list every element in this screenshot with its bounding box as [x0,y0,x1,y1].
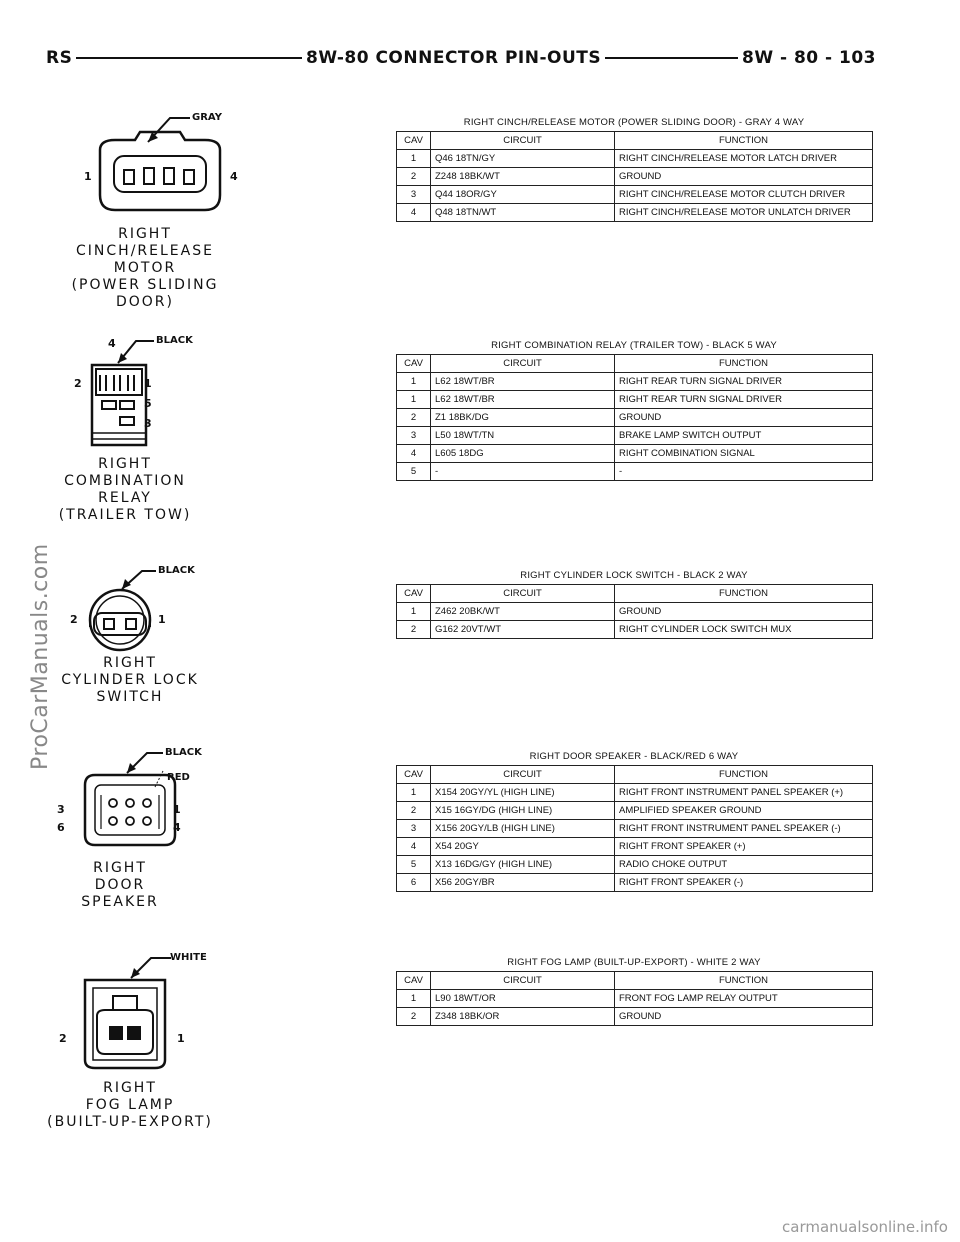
table-row [397,463,873,481]
circuit-cell: X54 20GY [431,838,615,856]
cav-cell: 3 [397,186,431,204]
circuit-cell: Z462 20BK/WT [431,603,615,621]
function-cell: RIGHT FRONT INSTRUMENT PANEL SPEAKER (+) [615,784,873,802]
table-row [397,856,873,874]
pin-number-label: 1 [144,377,152,390]
cav-cell: 2 [397,168,431,186]
header-title: 8W-80 CONNECTOR PIN-OUTS [302,44,605,72]
connector-name-label: RIGHT DOOR SPEAKER [81,860,159,910]
table-row [397,445,873,463]
pin-number-label: 1 [173,803,181,816]
function-cell: RIGHT CYLINDER LOCK SWITCH MUX [615,621,873,639]
cav-cell: 2 [397,409,431,427]
table-caption: RIGHT DOOR SPEAKER - BLACK/RED 6 WAY [529,751,739,762]
circuit-cell: G162 20VT/WT [431,621,615,639]
column-header-cav: CAV [397,585,431,603]
circuit-cell: L605 18DG [431,445,615,463]
column-header-function: FUNCTION [615,585,873,603]
connector-color-tag: BLACK [165,747,202,758]
cav-cell: 5 [397,463,431,481]
function-cell: GROUND [615,409,873,427]
pin-number-label: 4 [108,337,116,350]
pin-number-label: 2 [59,1032,67,1045]
table-row [397,427,873,445]
column-header-cav: CAV [397,132,431,150]
cav-cell: 3 [397,427,431,445]
circuit-cell: Q48 18TN/WT [431,204,615,222]
table-caption: RIGHT CYLINDER LOCK SWITCH - BLACK 2 WAY [520,570,748,581]
cav-cell: 2 [397,802,431,820]
pin-number-label: 4 [230,170,238,183]
column-header-function: FUNCTION [615,766,873,784]
pin-number-label: 4 [173,821,181,834]
table-row [397,391,873,409]
table-caption: RIGHT FOG LAMP (BUILT-UP-EXPORT) - WHITE 2 WAY [507,957,761,968]
circuit-cell: X15 16GY/DG (HIGH LINE) [431,802,615,820]
cav-cell: 2 [397,1008,431,1026]
circuit-cell: Q46 18TN/GY [431,150,615,168]
circuit-cell: L62 18WT/BR [431,391,615,409]
circuit-cell: L90 18WT/OR [431,990,615,1008]
table-row [397,204,873,222]
function-cell: RIGHT CINCH/RELEASE MOTOR LATCH DRIVER [615,150,873,168]
connector-color-tag: BLACK [158,565,195,576]
table-row [397,820,873,838]
column-header-function: FUNCTION [615,972,873,990]
connector-color-tag: WHITE [170,952,207,963]
function-cell: RIGHT FRONT SPEAKER (-) [615,874,873,892]
column-header-circuit: CIRCUIT [431,972,615,990]
column-header-cav: CAV [397,355,431,373]
table-row [397,784,873,802]
table-caption: RIGHT COMBINATION RELAY (TRAILER TOW) - BLACK 5 WAY [491,340,777,351]
circuit-cell: X154 20GY/YL (HIGH LINE) [431,784,615,802]
connector-name-label: RIGHT COMBINATION RELAY (TRAILER TOW) [58,456,192,523]
cav-cell: 5 [397,856,431,874]
circuit-cell: Z348 18BK/OR [431,1008,615,1026]
pin-number-label: 2 [74,377,82,390]
table-header-row [397,972,873,990]
table-row [397,150,873,168]
circuit-cell: Z248 18BK/WT [431,168,615,186]
page-header [46,44,876,72]
table-row [397,621,873,639]
circuit-cell: X13 16DG/GY (HIGH LINE) [431,856,615,874]
pin-number-label: 1 [84,170,92,183]
pinout-table [396,131,873,222]
table-row [397,990,873,1008]
column-header-circuit: CIRCUIT [431,585,615,603]
table-header-row [397,355,873,373]
cav-cell: 6 [397,874,431,892]
header-page-number: 8W - 80 - 103 [738,44,876,72]
circuit-cell: Q44 18OR/GY [431,186,615,204]
column-header-circuit: CIRCUIT [431,132,615,150]
table-row [397,1008,873,1026]
table-row [397,874,873,892]
table-row [397,603,873,621]
pin-number-label: 1 [177,1032,185,1045]
cav-cell: 1 [397,391,431,409]
pin-number-label: 3 [57,803,65,816]
pinout-table [396,354,873,481]
circuit-cell: L62 18WT/BR [431,373,615,391]
cylinder-lock-switch-connector-drawing [70,565,200,665]
pin-number-label: 5 [144,397,152,410]
pin-number-label: 3 [144,417,152,430]
pinout-table [396,971,873,1026]
function-cell: RIGHT FRONT SPEAKER (+) [615,838,873,856]
pinout-table [396,765,873,892]
fog-lamp-connector-drawing [55,950,215,1075]
function-cell: RIGHT CINCH/RELEASE MOTOR UNLATCH DRIVER [615,204,873,222]
column-header-circuit: CIRCUIT [431,766,615,784]
table-row [397,186,873,204]
table-header-row [397,585,873,603]
cav-cell: 4 [397,204,431,222]
table-row [397,838,873,856]
function-cell: FRONT FOG LAMP RELAY OUTPUT [615,990,873,1008]
pin-number-label: 1 [158,613,166,626]
connector-color-tag-secondary: RED [167,772,190,783]
cav-cell: 4 [397,838,431,856]
cav-cell: 1 [397,784,431,802]
circuit-cell: L50 18WT/TN [431,427,615,445]
function-cell: BRAKE LAMP SWITCH OUTPUT [615,427,873,445]
circuit-cell: X156 20GY/LB (HIGH LINE) [431,820,615,838]
cav-cell: 1 [397,603,431,621]
function-cell: - [615,463,873,481]
column-header-cav: CAV [397,766,431,784]
function-cell: RIGHT FRONT INSTRUMENT PANEL SPEAKER (-) [615,820,873,838]
connector-name-label: RIGHT FOG LAMP (BUILT-UP-EXPORT) [47,1080,213,1130]
cav-cell: 2 [397,621,431,639]
table-row [397,409,873,427]
table-row [397,168,873,186]
table-header-row [397,132,873,150]
circuit-cell: Z1 18BK/DG [431,409,615,427]
function-cell: AMPLIFIED SPEAKER GROUND [615,802,873,820]
connector-color-tag: GRAY [192,112,222,123]
function-cell: RIGHT CINCH/RELEASE MOTOR CLUTCH DRIVER [615,186,873,204]
combination-relay-connector-drawing [70,335,210,450]
function-cell: RIGHT REAR TURN SIGNAL DRIVER [615,373,873,391]
column-header-cav: CAV [397,972,431,990]
function-cell: GROUND [615,1008,873,1026]
function-cell: GROUND [615,168,873,186]
connector-name-label: RIGHT CINCH/RELEASE MOTOR (POWER SLIDING DOOR) [71,226,219,310]
table-caption: RIGHT CINCH/RELEASE MOTOR (POWER SLIDING DOOR) - GRAY 4 WAY [463,117,805,128]
pin-number-label: 6 [57,821,65,834]
circuit-cell: X56 20GY/BR [431,874,615,892]
side-watermark: ProCarManuals.com [28,543,53,770]
function-cell: RIGHT COMBINATION SIGNAL [615,445,873,463]
column-header-circuit: CIRCUIT [431,355,615,373]
function-cell: RADIO CHOKE OUTPUT [615,856,873,874]
cav-cell: 3 [397,820,431,838]
column-header-function: FUNCTION [615,132,873,150]
connector-name-label: RIGHT CYLINDER LOCK SWITCH [61,655,199,705]
footer-watermark: carmanualsonline.info [782,1218,948,1236]
table-row [397,802,873,820]
pin-number-label: 2 [70,613,78,626]
connector-color-tag: BLACK [156,335,193,346]
cav-cell: 1 [397,150,431,168]
door-speaker-connector-drawing [55,745,205,855]
cav-cell: 4 [397,445,431,463]
table-row [397,373,873,391]
column-header-function: FUNCTION [615,355,873,373]
function-cell: RIGHT REAR TURN SIGNAL DRIVER [615,391,873,409]
cav-cell: 1 [397,373,431,391]
function-cell: GROUND [615,603,873,621]
cav-cell: 1 [397,990,431,1008]
table-header-row [397,766,873,784]
pinout-table [396,584,873,639]
cinch-release-connector-drawing [70,110,270,240]
header-left: RS [46,44,76,72]
circuit-cell: - [431,463,615,481]
